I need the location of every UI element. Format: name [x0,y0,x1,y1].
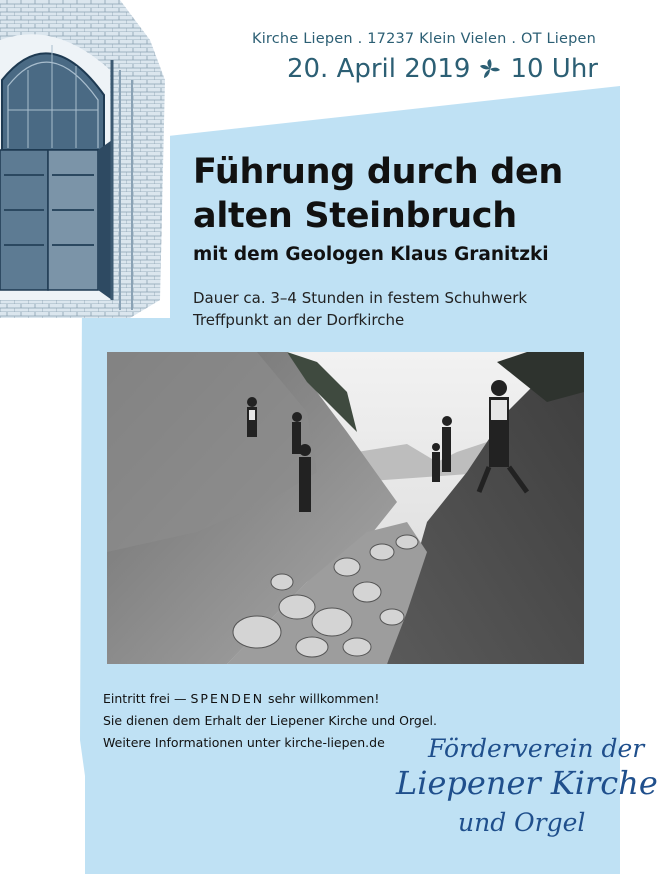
church-doorway-illustration [0,0,170,318]
website-info: Weitere Informationen unter kirche-liepen.de [103,735,385,750]
duration-text: Dauer ca. 3–4 Stunden in festem Schuhwerk [193,289,528,307]
info-text [103,688,437,754]
event-subtitle: mit dem Geologen Klaus Granitzki [193,244,549,265]
event-time: 10 Uhr [510,54,598,84]
spenden-word: SPENDEN [190,691,265,706]
logo-line2: Liepener Kirche [396,764,658,802]
meeting-point-text: Treffpunkt an der Dorfkirche [193,311,405,329]
event-date: 20. April 2019 [286,54,471,84]
admission-prefix: Eintritt frei — [103,691,191,706]
donation-purpose: Sie dienen dem Erhalt der Liepener Kirche und Orgel. [103,713,437,728]
flower-icon [478,57,502,81]
event-details [193,287,527,331]
admission-suffix: sehr willkommen! [264,691,380,706]
logo-line1: Förderverein der [428,734,645,763]
foerderverein-logo [392,730,658,850]
event-location: Kirche Liepen . 17237 Klein Vielen . OT Liepen [251,31,596,47]
event-title-line1: Führung durch den [193,152,564,192]
quarry-photo [107,352,584,664]
event-date-time [287,54,598,84]
event-title-line2: alten Steinbruch [193,196,517,236]
admission-line [103,688,437,710]
logo-line3: und Orgel [458,808,586,837]
event-title [193,150,563,238]
